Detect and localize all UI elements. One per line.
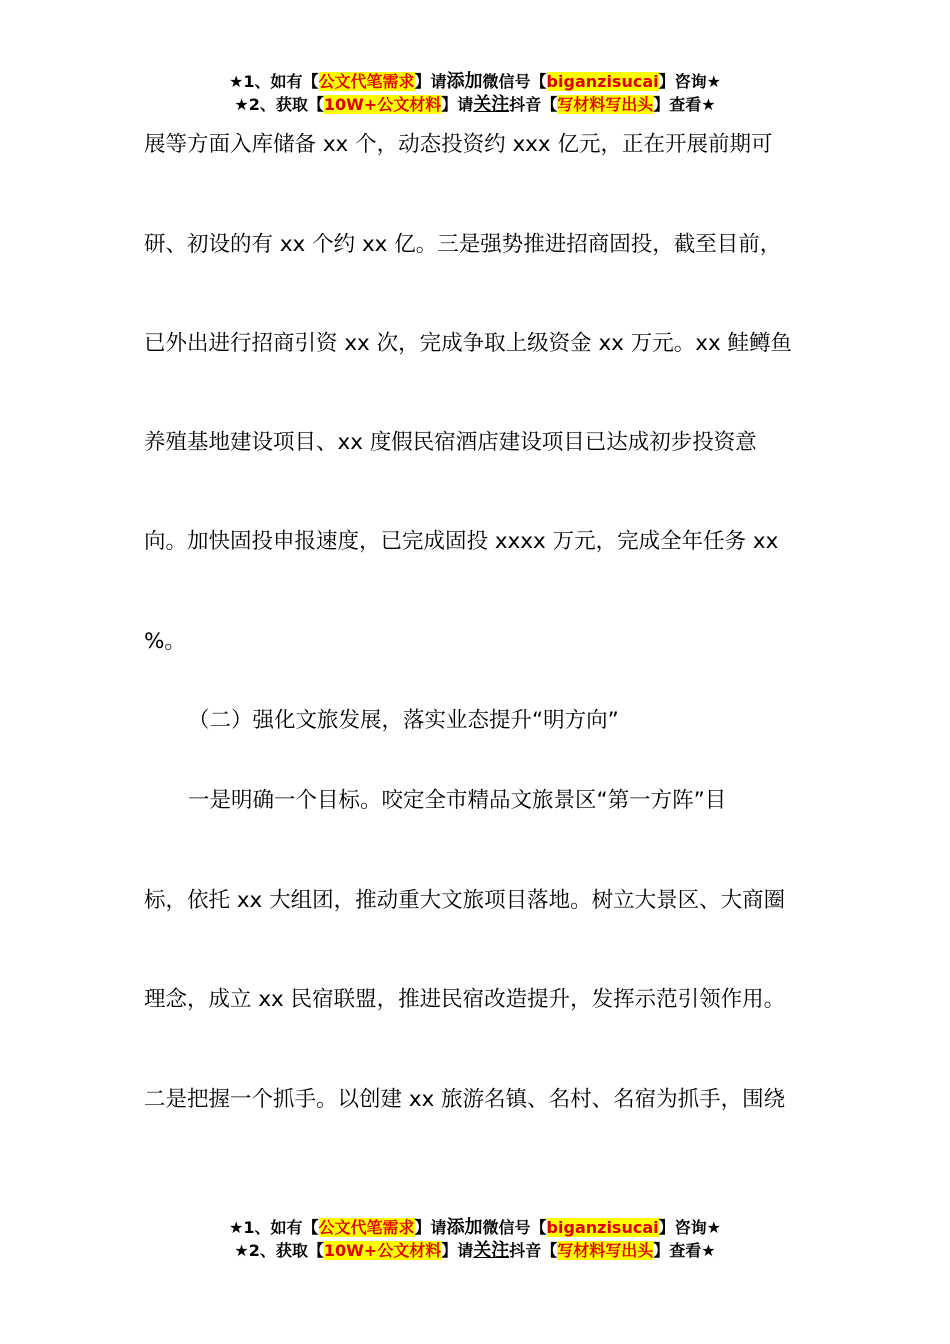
header-banner xyxy=(0,70,950,116)
banner-text: 】咨询★ xyxy=(658,72,721,91)
footer-banner xyxy=(0,1216,950,1262)
banner-text: 】咨询★ xyxy=(658,1218,721,1237)
banner-line-2 xyxy=(0,1239,950,1262)
banner-text: 】查看★ xyxy=(653,95,716,114)
highlight-label: 10W+公文材料 xyxy=(323,1241,442,1260)
body-line: 研、初设的有 xx 个约 xx 亿。三是强势推进招商固投，截至目前， xyxy=(144,232,782,257)
body-line: 理念，成立 xx 民宿联盟，推进民宿改造提升，发挥示范引领作用。 xyxy=(144,987,786,1012)
highlight-label: 公文代笔需求 xyxy=(318,1218,415,1237)
banner-text: 微信号【 xyxy=(482,1218,547,1237)
emphasis-text: 添加 xyxy=(446,71,483,92)
body-line: 向。加快固投申报速度，已完成固投 xxxx 万元，完成全年任务 xx xyxy=(144,529,779,554)
body-line: 二是把握一个抓手。以创建 xx 旅游名镇、名村、名宿为抓手，围绕 xyxy=(144,1087,786,1112)
highlight-label: 公文代笔需求 xyxy=(318,72,415,91)
banner-text: ★1、如有【 xyxy=(229,1218,319,1237)
section-heading: （二）强化文旅发展，落实业态提升“明方向” xyxy=(188,708,619,733)
banner-text: 微信号【 xyxy=(482,72,547,91)
emphasis-text: 关注 xyxy=(473,1240,510,1261)
banner-text: ★2、获取【 xyxy=(234,1241,324,1260)
body-line: 展等方面入库储备 xx 个，动态投资约 xxx 亿元，正在开展前期可 xyxy=(144,132,773,157)
banner-line-1 xyxy=(0,70,950,93)
banner-text: 】查看★ xyxy=(653,1241,716,1260)
emphasis-text: 关注 xyxy=(473,94,510,115)
banner-text: 抖音【 xyxy=(509,95,558,114)
banner-text: 抖音【 xyxy=(509,1241,558,1260)
wechat-id: biganzisucai xyxy=(546,1218,659,1237)
douyin-id: 写材料写出头 xyxy=(557,95,654,114)
douyin-id: 写材料写出头 xyxy=(557,1241,654,1260)
banner-text: ★1、如有【 xyxy=(229,72,319,91)
body-line: 标，依托 xx 大组团，推动重大文旅项目落地。树立大景区、大商圈 xyxy=(144,888,786,913)
banner-text: ★2、获取【 xyxy=(234,95,324,114)
banner-text: 】请 xyxy=(414,72,447,91)
body-line: 养殖基地建设项目、xx 度假民宿酒店建设项目已达成初步投资意 xyxy=(144,430,757,455)
emphasis-text: 添加 xyxy=(446,1217,483,1238)
wechat-id: biganzisucai xyxy=(546,72,659,91)
body-line: %。 xyxy=(144,629,186,654)
banner-text: 】请 xyxy=(441,95,474,114)
banner-text: 】请 xyxy=(441,1241,474,1260)
highlight-label: 10W+公文材料 xyxy=(323,95,442,114)
body-line: 已外出进行招商引资 xx 次，完成争取上级资金 xx 万元。xx 鲑鳟鱼 xyxy=(144,331,793,356)
banner-text: 】请 xyxy=(414,1218,447,1237)
banner-line-2 xyxy=(0,93,950,116)
body-line: 一是明确一个目标。咬定全市精品文旅景区“第一方阵”目 xyxy=(188,788,727,813)
banner-line-1 xyxy=(0,1216,950,1239)
